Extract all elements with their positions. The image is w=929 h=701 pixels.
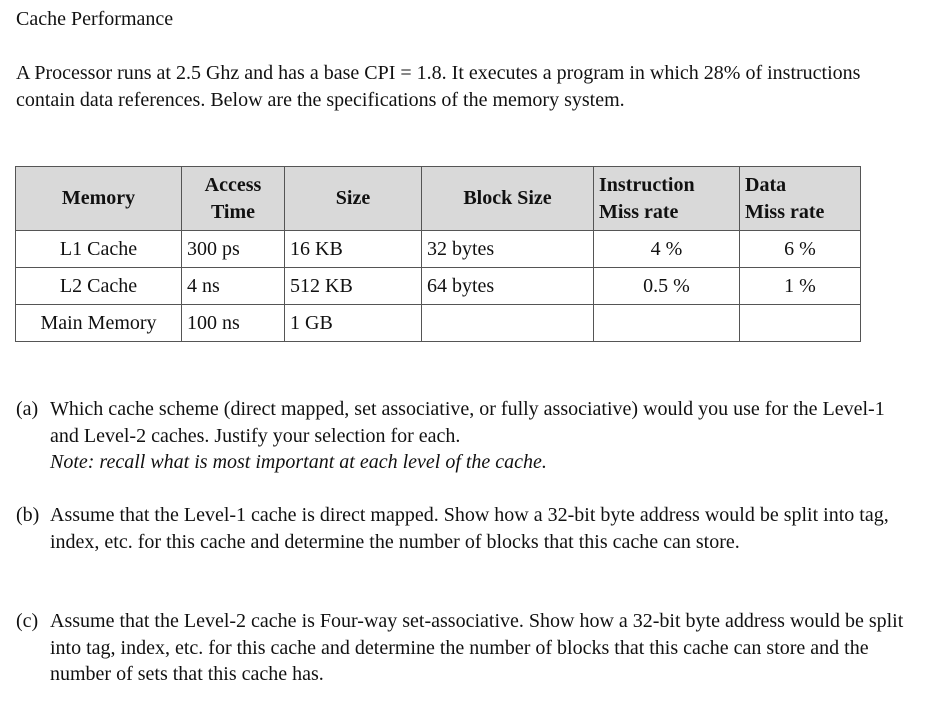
cell-instruction-miss-rate xyxy=(594,305,740,342)
cell-data-miss-rate: 1 % xyxy=(740,268,861,305)
question-c-marker: (c) xyxy=(16,610,39,632)
header-instruction-miss-rate: Instruction Miss rate xyxy=(594,167,740,231)
question-a xyxy=(16,396,906,476)
question-b-marker: (b) xyxy=(16,504,40,526)
header-size: Size xyxy=(285,167,422,231)
header-memory: Memory xyxy=(16,167,182,231)
cell-memory: L1 Cache xyxy=(16,231,182,268)
table-header-row xyxy=(16,167,861,231)
cell-memory: L2 Cache xyxy=(16,268,182,305)
header-block-size: Block Size xyxy=(422,167,594,231)
header-access-time: Access Time xyxy=(182,167,285,231)
question-a-text: Which cache scheme (direct mapped, set associative, or fully associative) would you use for the Level-1 and Level-2 caches. Justify your selection for each. xyxy=(50,398,885,447)
question-b-text: Assume that the Level-1 cache is direct mapped. Show how a 32-bit byte address would be split into tag, index, etc. for this cache and determine the number of blocks that this cache can store. xyxy=(50,504,889,553)
cell-instruction-miss-rate: 4 % xyxy=(594,231,740,268)
cell-memory: Main Memory xyxy=(16,305,182,342)
question-c xyxy=(16,608,906,688)
intro-paragraph: A Processor runs at 2.5 Ghz and has a base CPI = 1.8. It executes a program in which 28% of instructions contain data references. Below are the specifications of the memory system. xyxy=(16,62,861,111)
cell-size: 512 KB xyxy=(285,268,422,305)
table-row xyxy=(16,305,861,342)
header-data-miss-rate: Data Miss rate xyxy=(740,167,861,231)
cell-block-size: 64 bytes xyxy=(422,268,594,305)
cell-block-size xyxy=(422,305,594,342)
page-title: Cache Performance xyxy=(16,8,174,30)
table-row xyxy=(16,231,861,268)
cell-data-miss-rate: 6 % xyxy=(740,231,861,268)
question-b xyxy=(16,502,906,555)
question-a-note: Note: recall what is most important at each level of the cache. xyxy=(50,451,547,473)
table-row xyxy=(16,268,861,305)
cell-instruction-miss-rate: 0.5 % xyxy=(594,268,740,305)
question-c-text: Assume that the Level-2 cache is Four-way set-associative. Show how a 32-bit byte address would be split into tag, index, etc. for this cache and determine the number of blocks that this cache can store and the number of sets that this cache has. xyxy=(50,610,904,685)
cell-access-time: 4 ns xyxy=(182,268,285,305)
question-a-marker: (a) xyxy=(16,398,39,420)
cell-size: 1 GB xyxy=(285,305,422,342)
cell-access-time: 100 ns xyxy=(182,305,285,342)
cell-data-miss-rate xyxy=(740,305,861,342)
memory-spec-table xyxy=(15,166,861,342)
cell-size: 16 KB xyxy=(285,231,422,268)
cell-access-time: 300 ps xyxy=(182,231,285,268)
cell-block-size: 32 bytes xyxy=(422,231,594,268)
